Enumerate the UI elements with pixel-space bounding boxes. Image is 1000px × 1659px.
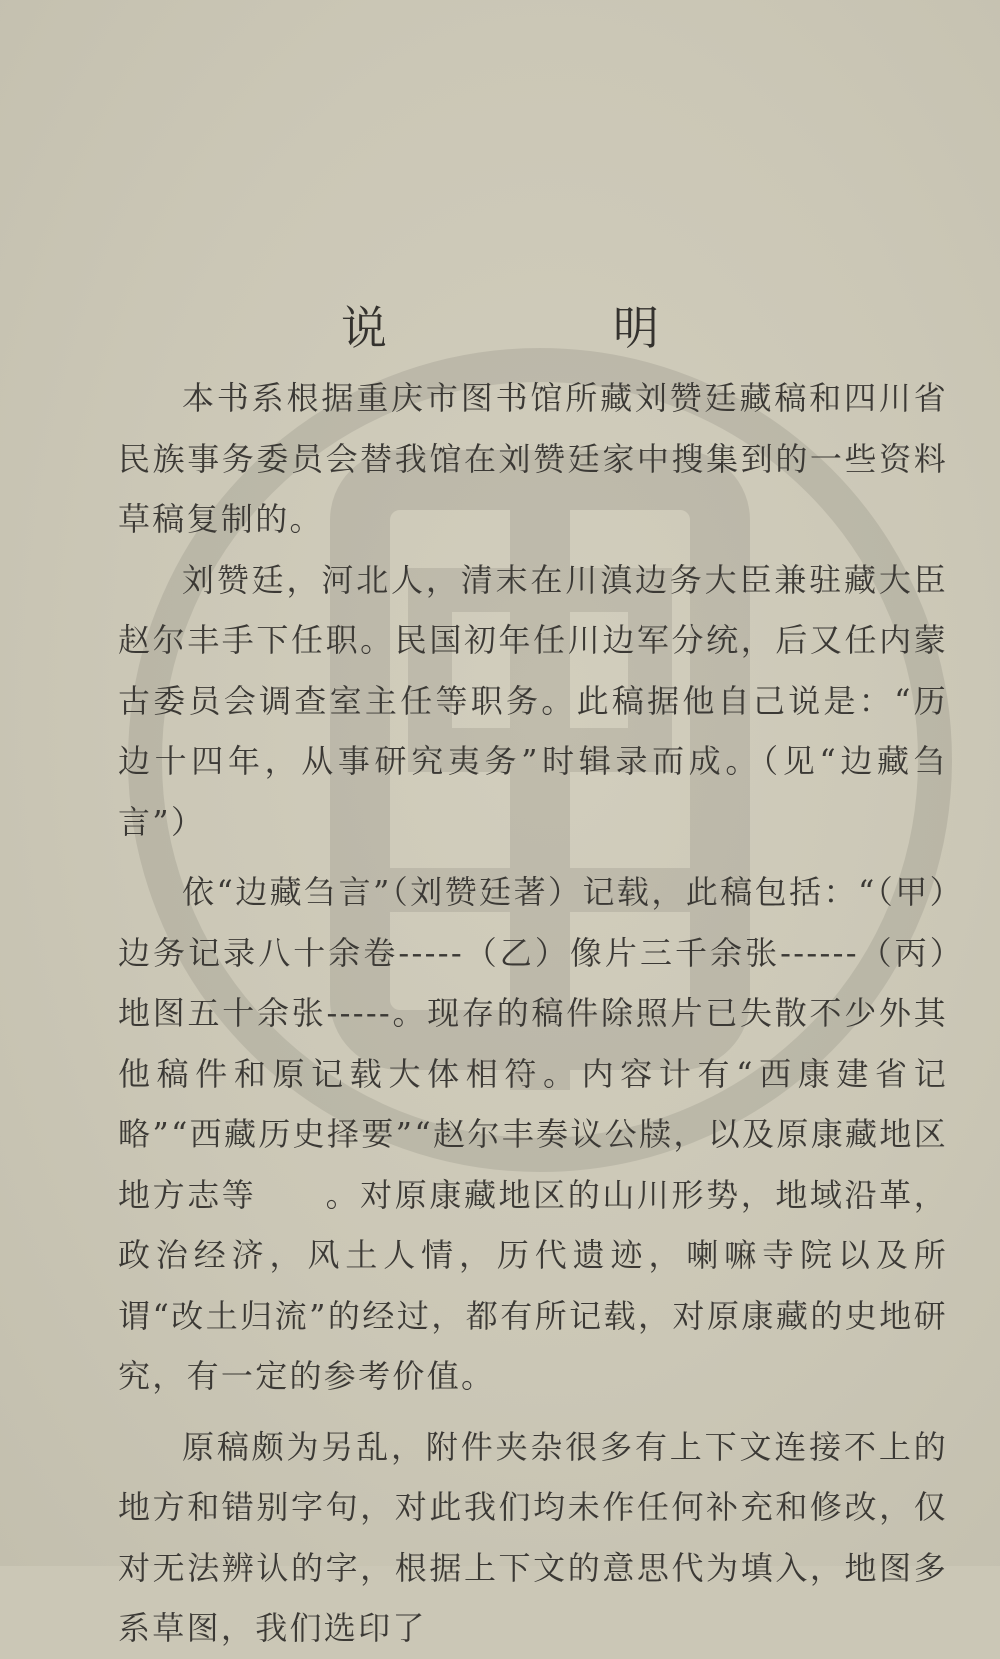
paragraph-contents: 依“边藏刍言”（刘赞廷著）记载，此稿包括：“（甲）边务记录八十余卷-----（乙）像片三千余张------（丙）地图五十余张-----。现存的稿件除照片已失散不少外其他稿件和原记载大体相符。内容计有“西康建省记略”“西藏历史择要”“赵尔丰奏议公牍，以及原康藏地区地方志等 。对原康藏地区的山川形势，地域沿革，政治经济，风土人情，历代遗迹，喇嘛寺院以及所谓“改土归流”的经过，都有所记载，对原康藏的史地研究，有一定的参考价值。 [118, 873, 948, 1395]
body-text [118, 368, 948, 1659]
paragraph-author: 刘赞廷，河北人，清末在川滇边务大臣兼驻藏大臣赵尔丰手下任职。民国初年任川边军分统，后又任内蒙古委员会调查室主任等职务。此稿据他自己说是：“历边十四年，从事研究夷务”时辑录而成。（见“边藏刍言”） [118, 560, 948, 841]
paragraph-editing-notes: 原稿颇为另乱，附件夹杂很多有上下文连接不上的地方和错别字句，对此我们均未作任何补充和修改，仅对无法辨认的字，根据上下文的意思代为填入，地图多系草图，我们选印了 [118, 1427, 948, 1647]
paragraph-source: 本书系根据重庆市图书馆所藏刘赞廷藏稿和四川省民族事务委员会替我馆在刘赞廷家中搜集到的一些资料草稿复制的。 [118, 379, 948, 538]
page-title: 说 明 [341, 301, 749, 355]
